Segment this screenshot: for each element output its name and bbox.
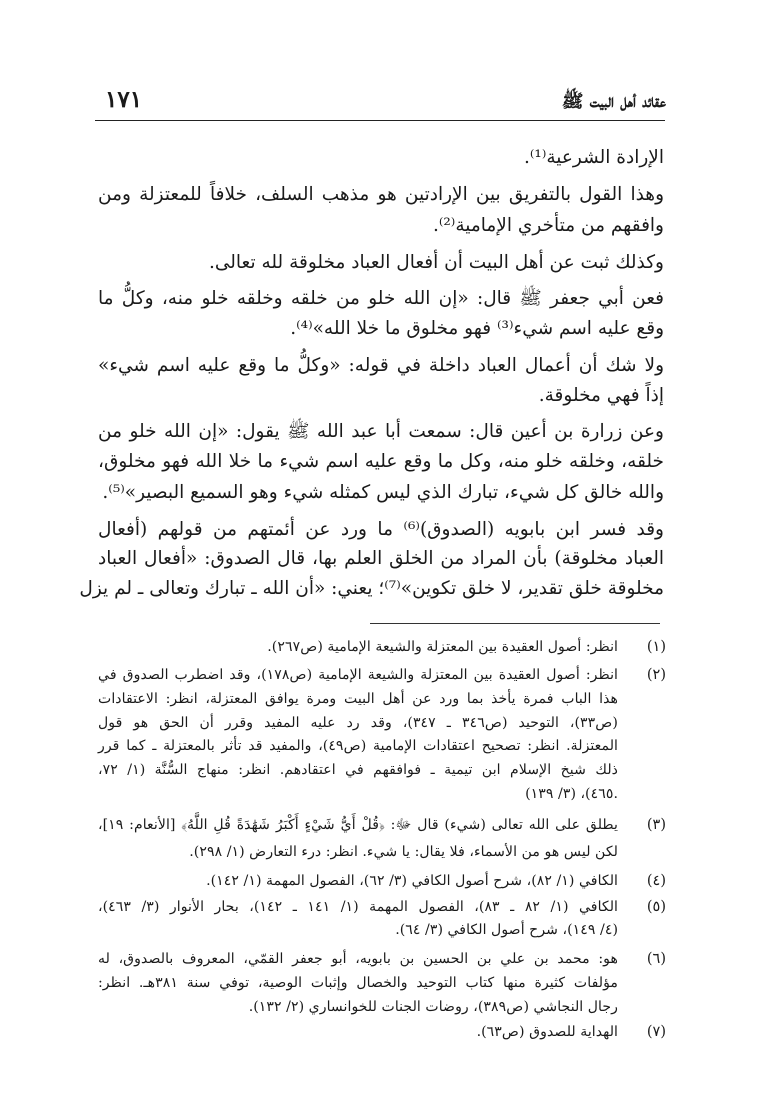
footnote-line: هذا الباب فمرة يأخذ بما ورد عن أهل البيت ومرة يوافق المعتزلة، انظر: الاعتقادات xyxy=(98,691,618,707)
footnote-line: انظر: أصول العقيدة بين المعتزلة والشيعة الإمامية (ص١٧٨)، وقد اضطرب الصدوق في xyxy=(98,667,618,683)
footnote-number: (٥) xyxy=(646,899,666,915)
footnote-number: (١) xyxy=(646,639,666,655)
footnote-line: لكن ليس هو من الأسماء، فلا يقال: يا شيء. انظر: درء التعارض (١/ ٢٩٨). xyxy=(189,844,618,860)
body-line: العباد مخلوقة) بأن المراد من الخلق العلم بها، قال الصدوق: «أفعال العباد xyxy=(98,548,664,569)
footnote-number: (٤) xyxy=(646,873,666,889)
footnote-line: (٤/ ١٤٩)، شرح أصول الكافي (٣/ ٦٤). xyxy=(395,922,618,938)
footnote-number: (٦) xyxy=(646,951,666,967)
footnote-line: الكافي (١/ ٨٢ ـ ٨٣)، الفصول المهمة (١/ ١٤١ ـ ١٤٢)، بحار الأنوار (٣/ ٤٦٣)، xyxy=(98,899,618,915)
body-line: مخلوقة خلق تقدير، لا خلق تكوين»⁽⁷⁾؛ يعني: «أن الله ـ تبارك وتعالى ـ لم يزل xyxy=(79,578,664,599)
footnote-number: (٢) xyxy=(646,667,666,683)
body-line: وكذلك ثبت عن أهل البيت أن أفعال العباد مخلوقة لله تعالى. xyxy=(208,252,664,273)
body-line: والله خالق كل شيء، تبارك الذي ليس كمثله شيء وهو السميع البصير»⁽⁵⁾. xyxy=(102,482,664,503)
footnote-number: (٣) xyxy=(646,817,666,833)
body-line: خلقه، وخلقه خلو منه، وكل ما وقع عليه اسم شيء ما خلا الله فهو مخلوق، xyxy=(98,451,664,472)
body-line: وهذا القول بالتفريق بين الإرادتين هو مذهب السلف، خلافاً للمعتزلة ومن xyxy=(98,184,664,205)
body-line: وافقهم من متأخري الإمامية⁽²⁾. xyxy=(432,215,664,236)
footnote-line: الهداية للصدوق (ص٦٣). xyxy=(476,1024,618,1040)
footnote-line: ذلك شيخ الإسلام ابن تيمية ـ فوافقهم في اعتقادهم. انظر: منهاج السُّنَّة (١/ ٧٢، xyxy=(98,762,618,778)
footnote-line: الكافي (١/ ٨٢)، شرح أصول الكافي (٣/ ٦٢)، الفصول المهمة (١/ ١٤٢). xyxy=(206,873,618,889)
footnote-separator xyxy=(370,623,660,624)
header-rule xyxy=(95,120,665,121)
body-line: وعن زرارة بن أعين قال: سمعت أبا عبد الله ﷺ يقول: «إن الله خلو من xyxy=(98,421,664,442)
body-line: وقد فسر ابن بابويه (الصدوق)⁽⁶⁾ ما ورد عن أئمتهم من قولهم (أفعال xyxy=(98,519,664,540)
footnote-line: يطلق على الله تعالى (شيء) قال ﷻ: ﴿قُلْ أَيُّ شَيْءٍ أَكْبَرُ شَهَٰدَةً قُلِ اللَّهُ﴾ [الأنعام: ١٩]، xyxy=(98,817,618,833)
footnote-line: مؤلفات كثيرة منها كتاب التوحيد والخصال وإثبات الوصية، توفي سنة ٣٨١هـ. انظر: xyxy=(98,975,619,991)
footnote-number: (٧) xyxy=(646,1024,666,1040)
footnote-line: المعتزلة. انظر: تصحيح اعتقادات الإمامية (ص٤٩)، والمفيد قد تأثر بالمعتزلة ـ كما قرر xyxy=(98,738,618,754)
body-line: فعن أبي جعفر ﷺ قال: «إن الله خلو من خلقه وخلقه خلو منه، وكلُّ ما xyxy=(98,288,664,309)
running-header-title: عقائد أهل البيت ﷺ xyxy=(561,91,666,112)
footnote-line: هو: محمد بن علي بن الحسين بن بابويه، أبو جعفر القمّي، المعروف بالصدوق، له xyxy=(98,951,618,967)
body-line: إذاً فهي مخلوقة. xyxy=(538,385,664,406)
footnote-line: (ص٣٣)، التوحيد (ص٣٤٦ ـ ٣٤٧)، وقد رد عليه المفيد وقرر أن الحق هو قول xyxy=(98,715,618,731)
body-line: ولا شك أن أعمال العباد داخلة في قوله: «وكلُّ ما وقع عليه اسم شيء» xyxy=(98,355,664,376)
footnote-line: رجال النجاشي (ص٣٨٩)، روضات الجنات للخوانساري (٢/ ١٣٢). xyxy=(248,999,618,1015)
footnote-line: ٤٦٥)، (٣/ ١٣٩). xyxy=(525,786,618,802)
page-number: ١٧١ xyxy=(105,86,143,113)
footnote-line: انظر: أصول العقيدة بين المعتزلة والشيعة الإمامية (ص٢٦٧). xyxy=(267,639,618,655)
body-line: وقع عليه اسم شيء⁽³⁾ فهو مخلوق ما خلا الله»⁽⁴⁾. xyxy=(290,318,664,339)
body-line: الإرادة الشرعية⁽¹⁾. xyxy=(523,147,664,168)
